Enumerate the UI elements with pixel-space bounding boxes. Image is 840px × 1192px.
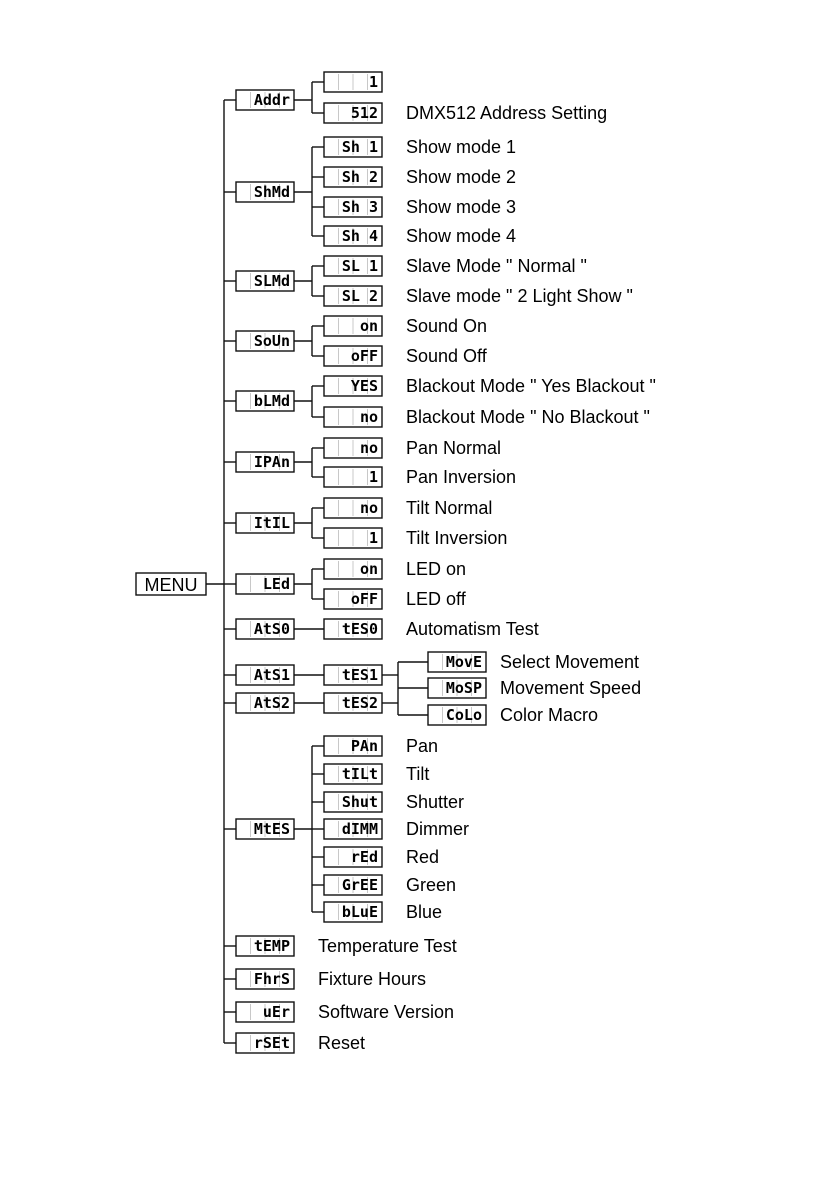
menu-code-10 xyxy=(236,693,294,713)
setting-label: Blue xyxy=(406,902,443,922)
setting-label: Show mode 3 xyxy=(406,197,517,217)
lcd-code: bLuE xyxy=(341,903,378,921)
lcd-code: 512 xyxy=(350,104,378,122)
test-label: Movement Speed xyxy=(500,678,642,698)
menu-code-15 xyxy=(236,1033,294,1053)
lcd-code: AtS2 xyxy=(253,694,290,712)
menu-code-7 xyxy=(236,574,294,594)
lcd-code: 1 xyxy=(368,468,378,486)
setting-code-7-0 xyxy=(324,559,382,579)
setting-label: Tilt xyxy=(406,764,430,784)
setting-label: LED on xyxy=(406,559,467,579)
lcd-code: SL 2 xyxy=(341,287,378,305)
setting-code-11-3 xyxy=(324,819,382,839)
lcd-code: ShMd xyxy=(253,183,290,201)
menu-code-2 xyxy=(236,271,294,291)
lcd-code: MovE xyxy=(445,653,482,671)
lcd-code: ItIL xyxy=(253,514,290,532)
setting-label: Slave Mode " Normal " xyxy=(406,256,587,276)
menu-label: MENU xyxy=(144,575,198,595)
setting-label: Pan xyxy=(406,736,439,756)
lcd-code: CoLo xyxy=(445,706,482,724)
menu-code-9 xyxy=(236,665,294,685)
lcd-code: Addr xyxy=(253,91,290,109)
setting-label: Pan Normal xyxy=(406,438,502,458)
setting-code-11-5 xyxy=(324,875,382,895)
function-label: Reset xyxy=(318,1033,366,1053)
setting-label: Blackout Mode " Yes Blackout " xyxy=(406,376,656,396)
menu-code-12 xyxy=(236,936,294,956)
setting-label: Dimmer xyxy=(406,819,469,839)
setting-code-9-0 xyxy=(324,665,382,685)
setting-code-3-0 xyxy=(324,316,382,336)
setting-label: LED off xyxy=(406,589,466,609)
lcd-code: bLMd xyxy=(253,392,290,410)
menu-code-5 xyxy=(236,452,294,472)
lcd-code: 1 xyxy=(368,529,378,547)
setting-code-7-1 xyxy=(324,589,382,609)
setting-code-1-0 xyxy=(324,137,382,157)
lcd-code: uEr xyxy=(262,1003,290,1021)
menu-code-8 xyxy=(236,619,294,639)
lcd-code: rSEt xyxy=(253,1034,290,1052)
setting-code-6-0 xyxy=(324,498,382,518)
setting-label: Show mode 2 xyxy=(406,167,517,187)
setting-code-6-1 xyxy=(324,528,382,548)
setting-label: Show mode 4 xyxy=(406,226,517,246)
setting-code-1-1 xyxy=(324,167,382,187)
menu-code-4 xyxy=(236,391,294,411)
lcd-code: rEd xyxy=(350,848,378,866)
lcd-code: FhrS xyxy=(253,970,290,988)
setting-label: Automatism Test xyxy=(406,619,539,639)
lcd-code: tES1 xyxy=(341,666,378,684)
lcd-code: no xyxy=(359,408,378,426)
setting-label: Tilt Normal xyxy=(406,498,493,518)
lcd-code: SoUn xyxy=(253,332,290,350)
setting-label: Blackout Mode " No Blackout " xyxy=(406,407,650,427)
lcd-code: MoSP xyxy=(445,679,482,697)
function-label: Fixture Hours xyxy=(318,969,427,989)
setting-code-5-0 xyxy=(324,438,382,458)
setting-code-4-1 xyxy=(324,407,382,427)
setting-code-1-2 xyxy=(324,197,382,217)
setting-label: Sound Off xyxy=(406,346,487,366)
menu-code-14 xyxy=(236,1002,294,1022)
setting-code-11-0 xyxy=(324,736,382,756)
lcd-code: tES0 xyxy=(341,620,378,638)
menu-code-11 xyxy=(236,819,294,839)
setting-code-0-0 xyxy=(324,72,382,92)
setting-code-0-1 xyxy=(324,103,382,123)
menu-root xyxy=(136,573,206,595)
test-label: Color Macro xyxy=(500,705,599,725)
lcd-code: tEMP xyxy=(253,937,290,955)
lcd-code: oFF xyxy=(350,347,378,365)
setting-label: Pan Inversion xyxy=(406,467,517,487)
lcd-code: YES xyxy=(350,377,378,395)
function-label: Temperature Test xyxy=(318,936,457,956)
setting-code-2-1 xyxy=(324,286,382,306)
setting-code-11-6 xyxy=(324,902,382,922)
setting-label: Slave mode " 2 Light Show " xyxy=(406,286,633,306)
test-code-2 xyxy=(428,705,486,725)
menu-code-0 xyxy=(236,90,294,110)
lcd-code: IPAn xyxy=(253,453,290,471)
setting-code-11-1 xyxy=(324,764,382,784)
lcd-code: on xyxy=(359,317,378,335)
lcd-code: MtES xyxy=(253,820,290,838)
lcd-code: SL 1 xyxy=(341,257,378,275)
setting-code-5-1 xyxy=(324,467,382,487)
lcd-code: LEd xyxy=(262,575,290,593)
test-code-0 xyxy=(428,652,486,672)
menu-code-13 xyxy=(236,969,294,989)
lcd-code: Shut xyxy=(341,793,378,811)
setting-code-4-0 xyxy=(324,376,382,396)
lcd-code: no xyxy=(359,499,378,517)
setting-code-1-3 xyxy=(324,226,382,246)
test-code-1 xyxy=(428,678,486,698)
lcd-code: SLMd xyxy=(253,272,290,290)
setting-code-8-0 xyxy=(324,619,382,639)
setting-code-10-0 xyxy=(324,693,382,713)
lcd-code: Sh 3 xyxy=(341,198,378,216)
lcd-code: tILt xyxy=(341,765,378,783)
setting-code-2-0 xyxy=(324,256,382,276)
lcd-code: AtS1 xyxy=(253,666,290,684)
lcd-code: dIMM xyxy=(341,820,378,838)
lcd-code: no xyxy=(359,439,378,457)
function-label: Software Version xyxy=(318,1002,455,1022)
menu-code-3 xyxy=(236,331,294,351)
setting-label: Tilt Inversion xyxy=(406,528,508,548)
lcd-code: AtS0 xyxy=(253,620,290,638)
menu-code-6 xyxy=(236,513,294,533)
setting-label: Green xyxy=(406,875,457,895)
lcd-code: on xyxy=(359,560,378,578)
lcd-code: tES2 xyxy=(341,694,378,712)
setting-code-3-1 xyxy=(324,346,382,366)
lcd-code: Sh 1 xyxy=(341,138,378,156)
lcd-code: GrEE xyxy=(341,876,378,894)
lcd-code: oFF xyxy=(350,590,378,608)
lcd-code: PAn xyxy=(350,737,378,755)
setting-label: Show mode 1 xyxy=(406,137,517,157)
lcd-code: Sh 4 xyxy=(341,227,378,245)
test-label: Select Movement xyxy=(500,652,640,672)
lcd-code: Sh 2 xyxy=(341,168,378,186)
menu-code-1 xyxy=(236,182,294,202)
lcd-code: 1 xyxy=(368,73,378,91)
setting-code-11-2 xyxy=(324,792,382,812)
setting-label: Shutter xyxy=(406,792,465,812)
setting-label: DMX512 Address Setting xyxy=(406,103,608,123)
setting-label: Sound On xyxy=(406,316,488,336)
setting-code-11-4 xyxy=(324,847,382,867)
setting-label: Red xyxy=(406,847,440,867)
